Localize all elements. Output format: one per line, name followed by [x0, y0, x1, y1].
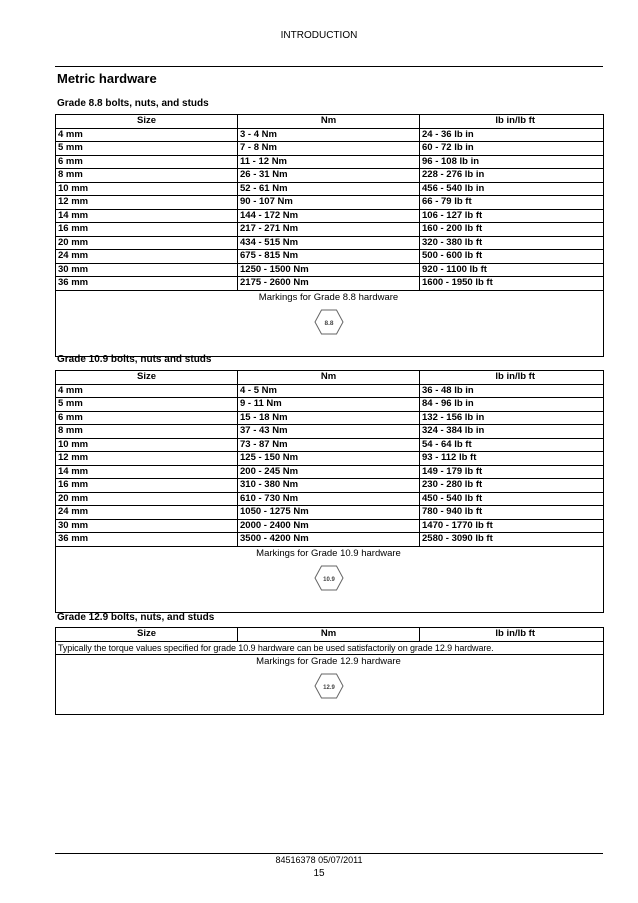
- footer-doc-ref: 84516378 05/07/2011: [275, 855, 363, 865]
- size-cell: 6 mm: [56, 411, 238, 425]
- grade88-title: Grade 8.8 bolts, nuts, and studs: [57, 98, 209, 109]
- column-header-size: Size: [56, 628, 238, 642]
- table-row: [56, 384, 604, 398]
- size-cell: 10 mm: [56, 182, 238, 196]
- size-cell: 10 mm: [56, 438, 238, 452]
- marking-blank-cell: [56, 546, 238, 612]
- nm-cell: 610 - 730 Nm: [238, 492, 420, 506]
- page-number: 15: [313, 868, 325, 879]
- nm-cell: 434 - 515 Nm: [238, 236, 420, 250]
- lb-cell: 84 - 96 lb in: [420, 398, 604, 412]
- nm-cell: 675 - 815 Nm: [238, 250, 420, 264]
- grade129-hex-bolt-icon: [314, 673, 344, 699]
- nm-cell: 1250 - 1500 Nm: [238, 263, 420, 277]
- size-cell: 14 mm: [56, 209, 238, 223]
- nm-cell: 200 - 245 Nm: [238, 465, 420, 479]
- lb-cell: 456 - 540 lb in: [420, 182, 604, 196]
- lb-cell: 66 - 79 lb ft: [420, 196, 604, 210]
- grade109-marking-text: 10.9: [322, 576, 335, 583]
- lb-cell: 500 - 600 lb ft: [420, 250, 604, 264]
- table-row: [56, 209, 604, 223]
- marking-cell: [238, 655, 604, 715]
- lb-cell: 93 - 112 lb ft: [420, 452, 604, 466]
- table-row: [56, 182, 604, 196]
- table-row: [56, 533, 604, 547]
- table-row: [56, 411, 604, 425]
- nm-cell: 73 - 87 Nm: [238, 438, 420, 452]
- table-row: [56, 452, 604, 466]
- grade88-marking-label: Markings for Grade 8.8 hardware: [258, 291, 399, 303]
- lb-cell: 60 - 72 lb in: [420, 142, 604, 156]
- table-row: [56, 236, 604, 250]
- nm-cell: 125 - 150 Nm: [238, 452, 420, 466]
- nm-cell: 144 - 172 Nm: [238, 209, 420, 223]
- column-header-size: Size: [56, 371, 238, 385]
- size-cell: 20 mm: [56, 236, 238, 250]
- lb-cell: 106 - 127 lb ft: [420, 209, 604, 223]
- nm-cell: 11 - 12 Nm: [238, 155, 420, 169]
- lb-cell: 324 - 384 lb in: [420, 425, 604, 439]
- size-cell: 12 mm: [56, 196, 238, 210]
- size-cell: 16 mm: [56, 479, 238, 493]
- table-header-row: [56, 115, 604, 129]
- lb-cell: 780 - 940 lb ft: [420, 506, 604, 520]
- grade109-marking-label: Markings for Grade 10.9 hardware: [256, 547, 401, 559]
- grade88-hex-bolt-icon: [314, 309, 344, 335]
- lb-cell: 160 - 200 lb ft: [420, 223, 604, 237]
- table-row: [56, 155, 604, 169]
- nm-cell: 3500 - 4200 Nm: [238, 533, 420, 547]
- lb-cell: 24 - 36 lb in: [420, 128, 604, 142]
- lb-cell: 54 - 64 lb ft: [420, 438, 604, 452]
- lb-cell: 450 - 540 lb ft: [420, 492, 604, 506]
- size-cell: 5 mm: [56, 142, 238, 156]
- lb-cell: 920 - 1100 lb ft: [420, 263, 604, 277]
- grade129-marking-row: [56, 655, 604, 715]
- table-row: [56, 142, 604, 156]
- lb-cell: 1600 - 1950 lb ft: [420, 277, 604, 291]
- lb-cell: 132 - 156 lb in: [420, 411, 604, 425]
- lb-cell: 1470 - 1770 lb ft: [420, 519, 604, 533]
- nm-cell: 4 - 5 Nm: [238, 384, 420, 398]
- size-cell: 24 mm: [56, 506, 238, 520]
- column-header-nm: Nm: [238, 115, 420, 129]
- table-row: [56, 128, 604, 142]
- table-row: [56, 196, 604, 210]
- grade129-note-row: [56, 641, 604, 655]
- table-row: [56, 223, 604, 237]
- size-cell: 12 mm: [56, 452, 238, 466]
- size-cell: 8 mm: [56, 169, 238, 183]
- header-rule: [55, 66, 603, 67]
- nm-cell: 90 - 107 Nm: [238, 196, 420, 210]
- nm-cell: 52 - 61 Nm: [238, 182, 420, 196]
- grade129-table: [55, 627, 604, 715]
- size-cell: 30 mm: [56, 519, 238, 533]
- nm-cell: 217 - 271 Nm: [238, 223, 420, 237]
- size-cell: 36 mm: [56, 277, 238, 291]
- marking-blank-cell: [56, 655, 238, 715]
- table-row: [56, 465, 604, 479]
- table-row: [56, 277, 604, 291]
- grade88-marking-row: [56, 290, 604, 356]
- lb-cell: 36 - 48 lb in: [420, 384, 604, 398]
- footer-rule: [55, 853, 603, 854]
- table-row: [56, 479, 604, 493]
- size-cell: 36 mm: [56, 533, 238, 547]
- size-cell: 16 mm: [56, 223, 238, 237]
- nm-cell: 15 - 18 Nm: [238, 411, 420, 425]
- size-cell: 24 mm: [56, 250, 238, 264]
- column-header-lb: lb in/lb ft: [420, 628, 604, 642]
- nm-cell: 26 - 31 Nm: [238, 169, 420, 183]
- marking-cell: [238, 290, 604, 356]
- grade129-note: Typically the torque values specified for grade 10.9 hardware can be used satisfactorily on grade 12.9 hardware.: [56, 641, 604, 655]
- nm-cell: 37 - 43 Nm: [238, 425, 420, 439]
- size-cell: 5 mm: [56, 398, 238, 412]
- size-cell: 6 mm: [56, 155, 238, 169]
- size-cell: 8 mm: [56, 425, 238, 439]
- nm-cell: 1050 - 1275 Nm: [238, 506, 420, 520]
- lb-cell: 149 - 179 lb ft: [420, 465, 604, 479]
- lb-cell: 320 - 380 lb ft: [420, 236, 604, 250]
- lb-cell: 228 - 276 lb in: [420, 169, 604, 183]
- marking-blank-cell: [56, 290, 238, 356]
- size-cell: 14 mm: [56, 465, 238, 479]
- grade129-marking-label: Markings for Grade 12.9 hardware: [256, 656, 401, 667]
- lb-cell: 2580 - 3090 lb ft: [420, 533, 604, 547]
- column-header-lb: lb in/lb ft: [420, 115, 604, 129]
- table-row: [56, 250, 604, 264]
- lb-cell: 230 - 280 lb ft: [420, 479, 604, 493]
- table-row: [56, 492, 604, 506]
- column-header-nm: Nm: [238, 628, 420, 642]
- table-row: [56, 263, 604, 277]
- table-row: [56, 398, 604, 412]
- nm-cell: 310 - 380 Nm: [238, 479, 420, 493]
- section-title: Metric hardware: [57, 71, 157, 86]
- grade129-title: Grade 12.9 bolts, nuts, and studs: [57, 612, 215, 623]
- page-header-title: INTRODUCTION: [280, 30, 358, 41]
- table-row: [56, 438, 604, 452]
- size-cell: 4 mm: [56, 128, 238, 142]
- marking-cell: [238, 546, 604, 612]
- table-row: [56, 519, 604, 533]
- grade88-table: [55, 114, 604, 357]
- table-row: [56, 506, 604, 520]
- grade109-marking-row: [56, 546, 604, 612]
- column-header-size: Size: [56, 115, 238, 129]
- column-header-lb: lb in/lb ft: [420, 371, 604, 385]
- grade109-hex-bolt-icon: [314, 565, 344, 591]
- grade129-marking-text: 12.9: [322, 685, 335, 691]
- grade109-title: Grade 10.9 bolts, nuts and studs: [57, 354, 212, 365]
- size-cell: 30 mm: [56, 263, 238, 277]
- table-row: [56, 425, 604, 439]
- nm-cell: 2175 - 2600 Nm: [238, 277, 420, 291]
- grade88-marking-text: 8.8: [323, 319, 334, 327]
- nm-cell: 7 - 8 Nm: [238, 142, 420, 156]
- nm-cell: 3 - 4 Nm: [238, 128, 420, 142]
- table-header-row: [56, 628, 604, 642]
- grade109-table: [55, 370, 604, 613]
- column-header-nm: Nm: [238, 371, 420, 385]
- table-header-row: [56, 371, 604, 385]
- size-cell: 20 mm: [56, 492, 238, 506]
- nm-cell: 9 - 11 Nm: [238, 398, 420, 412]
- table-row: [56, 169, 604, 183]
- nm-cell: 2000 - 2400 Nm: [238, 519, 420, 533]
- size-cell: 4 mm: [56, 384, 238, 398]
- lb-cell: 96 - 108 lb in: [420, 155, 604, 169]
